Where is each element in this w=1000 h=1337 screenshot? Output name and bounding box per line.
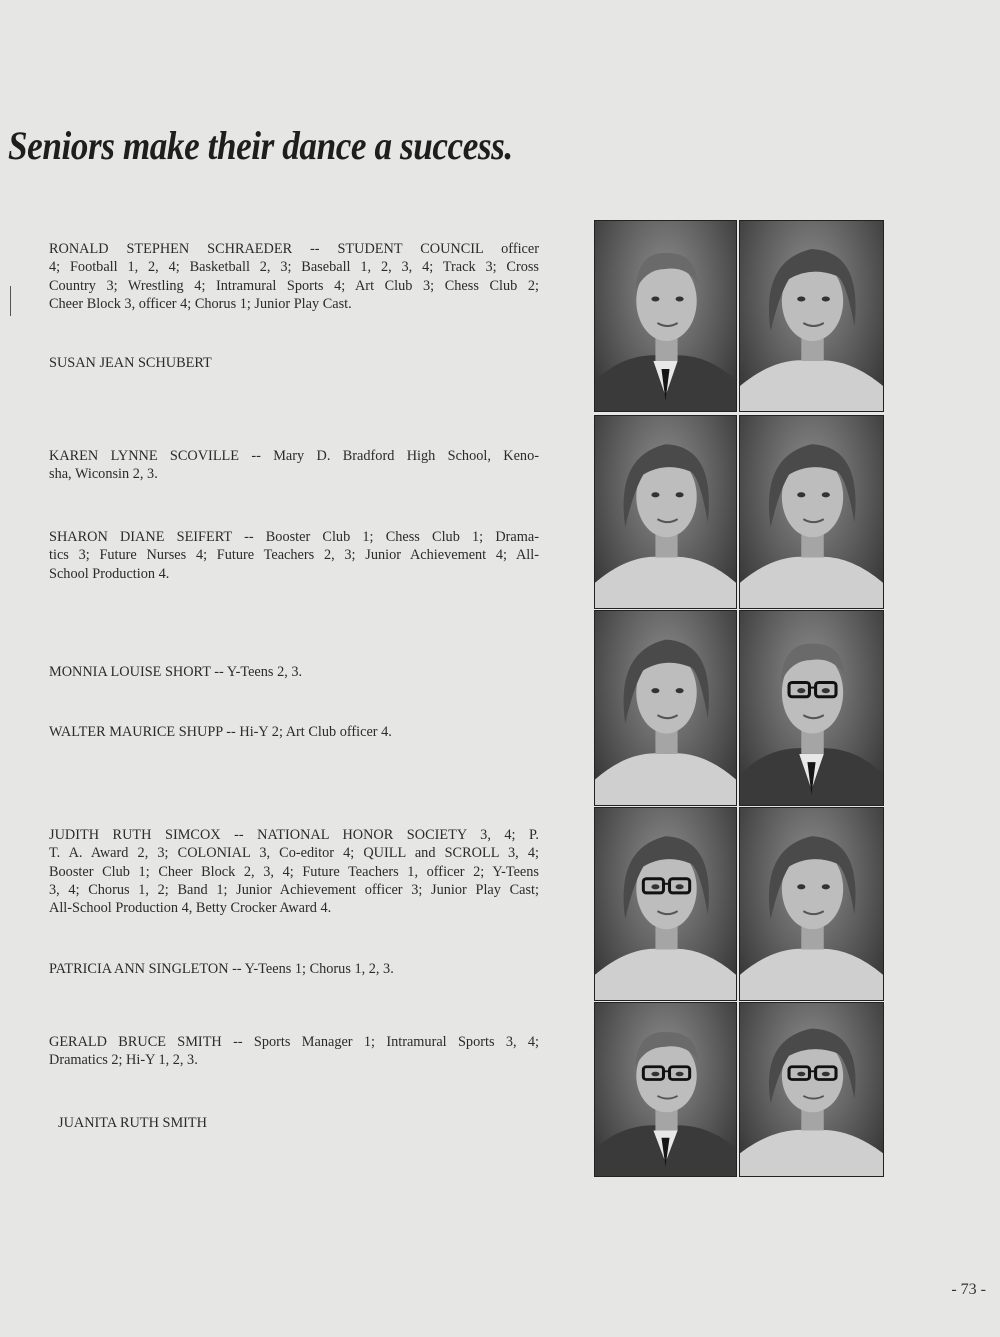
entry-line: Dramatics 2; Hi-Y 1, 2, 3. [49,1052,198,1069]
entry-line: sha, Wiconsin 2, 3. [49,466,158,483]
page-title: Seniors make their dance a success. [8,123,513,168]
entry-line: School Production 4. [49,565,170,582]
portrait-photo [594,220,737,412]
portrait-photo [594,415,737,609]
entry-line: RONALD STEPHEN SCHRAEDER -- STUDENT COUNCIL officer [49,241,539,257]
senior-entry [58,1114,548,1132]
entry-line: All-School Production 4, Betty Crocker Award 4. [49,900,332,917]
senior-entry [49,447,539,484]
portrait-photo [594,807,737,1001]
entry-line: KAREN LYNNE SCOVILLE -- Mary D. Bradford High School, Keno- [49,448,539,464]
entry-line: 3, 4; Chorus 1, 2; Band 1; Junior Achievement officer 3; Junior Play Cast; [49,881,539,898]
senior-entry [49,960,539,978]
page-number: - 73 - [951,1281,986,1298]
portrait-photo [594,1002,737,1177]
portrait-photo [739,807,884,1001]
portrait-photo [739,415,884,609]
entry-line: GERALD BRUCE SMITH -- Sports Manager 1; Intramural Sports 3, 4; [49,1034,539,1050]
portrait-photo [739,610,884,806]
entry-line: WALTER MAURICE SHUPP -- Hi-Y 2; Art Club officer 4. [49,724,392,740]
portrait-photo [739,220,884,412]
portrait-photo [594,610,737,806]
senior-entry [49,826,539,917]
entry-line: JUDITH RUTH SIMCOX -- NATIONAL HONOR SOCIETY 3, 4; P. [49,827,539,843]
senior-entry [49,723,539,741]
senior-entry [49,354,539,372]
entry-line: MONNIA LOUISE SHORT -- Y-Teens 2, 3. [49,664,303,680]
senior-entry [49,240,539,313]
entry-line: T. A. Award 2, 3; COLONIAL 3, Co-editor 4; QUILL and SCROLL 3, 4; [49,845,539,862]
entry-line: 4; Football 1, 2, 4; Basketball 2, 3; Baseball 1, 2, 3, 4; Track 3; Cross [49,259,539,276]
entry-line: SUSAN JEAN SCHUBERT [49,355,212,371]
margin-mark [10,286,11,316]
entry-line: Booster Club 1; Cheer Block 2, 3, 4; Future Teachers 1, officer 2; Y-Teens [49,863,539,880]
entry-line: JUANITA RUTH SMITH [58,1115,207,1131]
entry-line: Cheer Block 3, officer 4; Chorus 1; Junior Play Cast. [49,295,352,312]
senior-entry [49,663,539,681]
entry-line: SHARON DIANE SEIFERT -- Booster Club 1; Chess Club 1; Drama- [49,529,539,545]
entry-line: PATRICIA ANN SINGLETON -- Y-Teens 1; Chorus 1, 2, 3. [49,961,394,977]
senior-entry [49,1033,539,1070]
portrait-photo [739,1002,884,1177]
senior-entry [49,528,539,583]
entry-line: tics 3; Future Nurses 4; Future Teachers 2, 3; Junior Achievement 4; All- [49,547,539,564]
entry-line: Country 3; Wrestling 4; Intramural Sports 4; Art Club 3; Chess Club 2; [49,277,539,294]
